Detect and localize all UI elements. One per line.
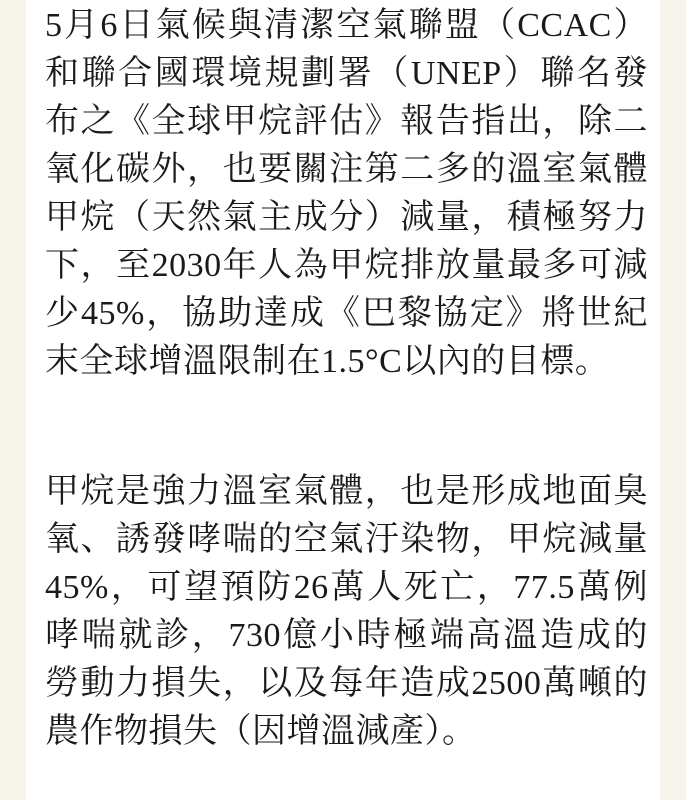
article-body xyxy=(26,0,660,756)
article-paragraph-2: 甲烷是強力溫室氣體，也是形成地面臭氧、誘發哮喘的空氣汙染物，甲烷減量45%，可望預防26萬人死亡，77.5萬例哮喘就診，730億小時極端高溫造成的勞動力損失，以及每年造成2500萬噸的農作物損失（因增溫減產）。 xyxy=(45,473,648,750)
article-page xyxy=(26,0,660,800)
article-paragraph-1: 5月6日氣候與清潔空氣聯盟（CCAC）和聯合國環境規劃署（UNEP）聯名發布之《全球甲烷評估》報告指出，除二氧化碳外，也要關注第二多的溫室氣體甲烷（天然氣主成分）減量，積極努力下，至2030年人為甲烷排放量最多可減少45%，協助達成《巴黎協定》將世紀末全球增溫限制在1.5°C以內的目標。 xyxy=(45,7,648,380)
